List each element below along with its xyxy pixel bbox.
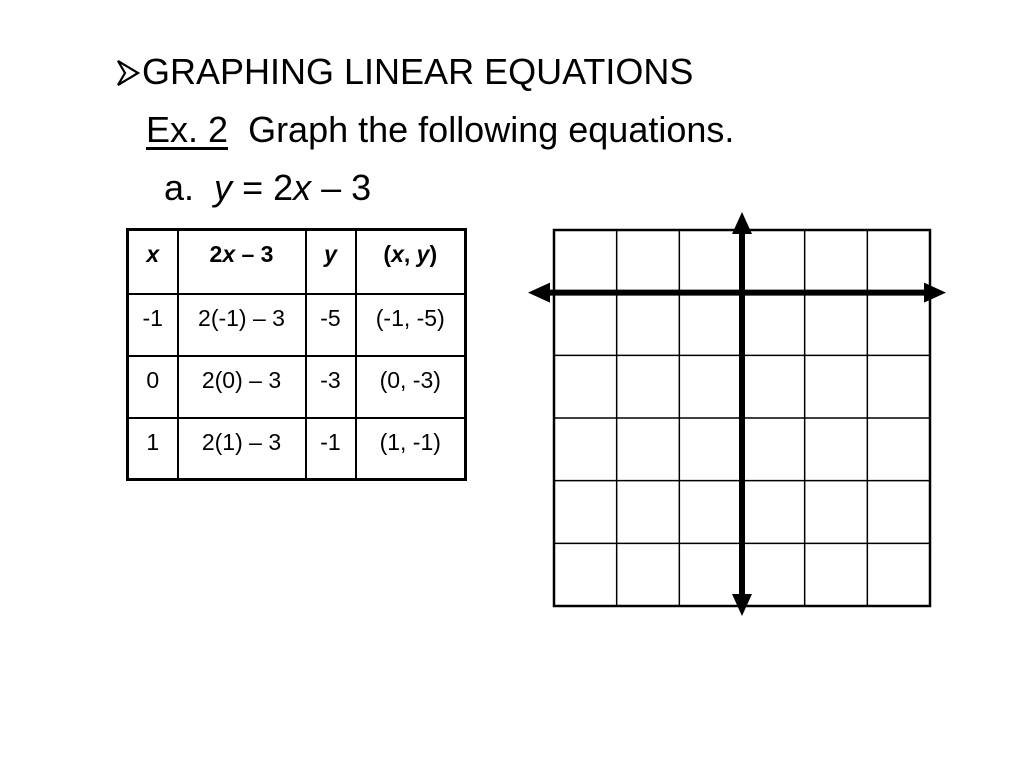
y-axis-up-arrow-icon: [732, 212, 752, 234]
cell-y: -5: [306, 294, 356, 356]
equation-line: [164, 166, 371, 210]
header-y: y: [306, 230, 356, 294]
cell-expression: 2(1) – 3: [178, 418, 306, 480]
cell-y: -3: [306, 356, 356, 418]
equation-coef: 2: [273, 167, 294, 208]
arrow-bullet-icon: [116, 50, 142, 86]
cell-expression: 2(0) – 3: [178, 356, 306, 418]
cell-ordered-pair: (-1, -5): [356, 294, 466, 356]
part-label: a.: [164, 167, 195, 208]
axes: [528, 212, 946, 616]
header-x: x: [128, 230, 178, 294]
header-expression: 2x – 3: [178, 230, 306, 294]
x-axis-right-arrow-icon: [924, 283, 946, 303]
coordinate-plane: [526, 210, 950, 620]
table-row: [128, 418, 466, 480]
cell-x: 0: [128, 356, 178, 418]
cell-ordered-pair: (0, -3): [356, 356, 466, 418]
cell-ordered-pair: (1, -1): [356, 418, 466, 480]
example-instruction: [146, 108, 734, 152]
cell-y: -1: [306, 418, 356, 480]
header-ordered-pair: (x, y): [356, 230, 466, 294]
xy-value-table: [126, 228, 467, 481]
table-header-row: [128, 230, 466, 294]
instruction-text: Graph the following equations.: [248, 109, 735, 150]
slide-title-text: GRAPHING LINEAR EQUATIONS: [142, 51, 694, 92]
table-row: [128, 356, 466, 418]
example-label: Ex. 2: [146, 109, 229, 150]
equation-rest: – 3: [321, 167, 372, 208]
equation-lhs: y: [214, 167, 233, 208]
slide-title: [116, 50, 693, 94]
equation-var: x: [293, 167, 312, 208]
coordinate-grid: [526, 210, 950, 620]
cell-x: 1: [128, 418, 178, 480]
table-row: [128, 294, 466, 356]
cell-expression: 2(-1) – 3: [178, 294, 306, 356]
cell-x: -1: [128, 294, 178, 356]
x-axis-left-arrow-icon: [528, 283, 550, 303]
equation-equals: =: [242, 167, 264, 208]
